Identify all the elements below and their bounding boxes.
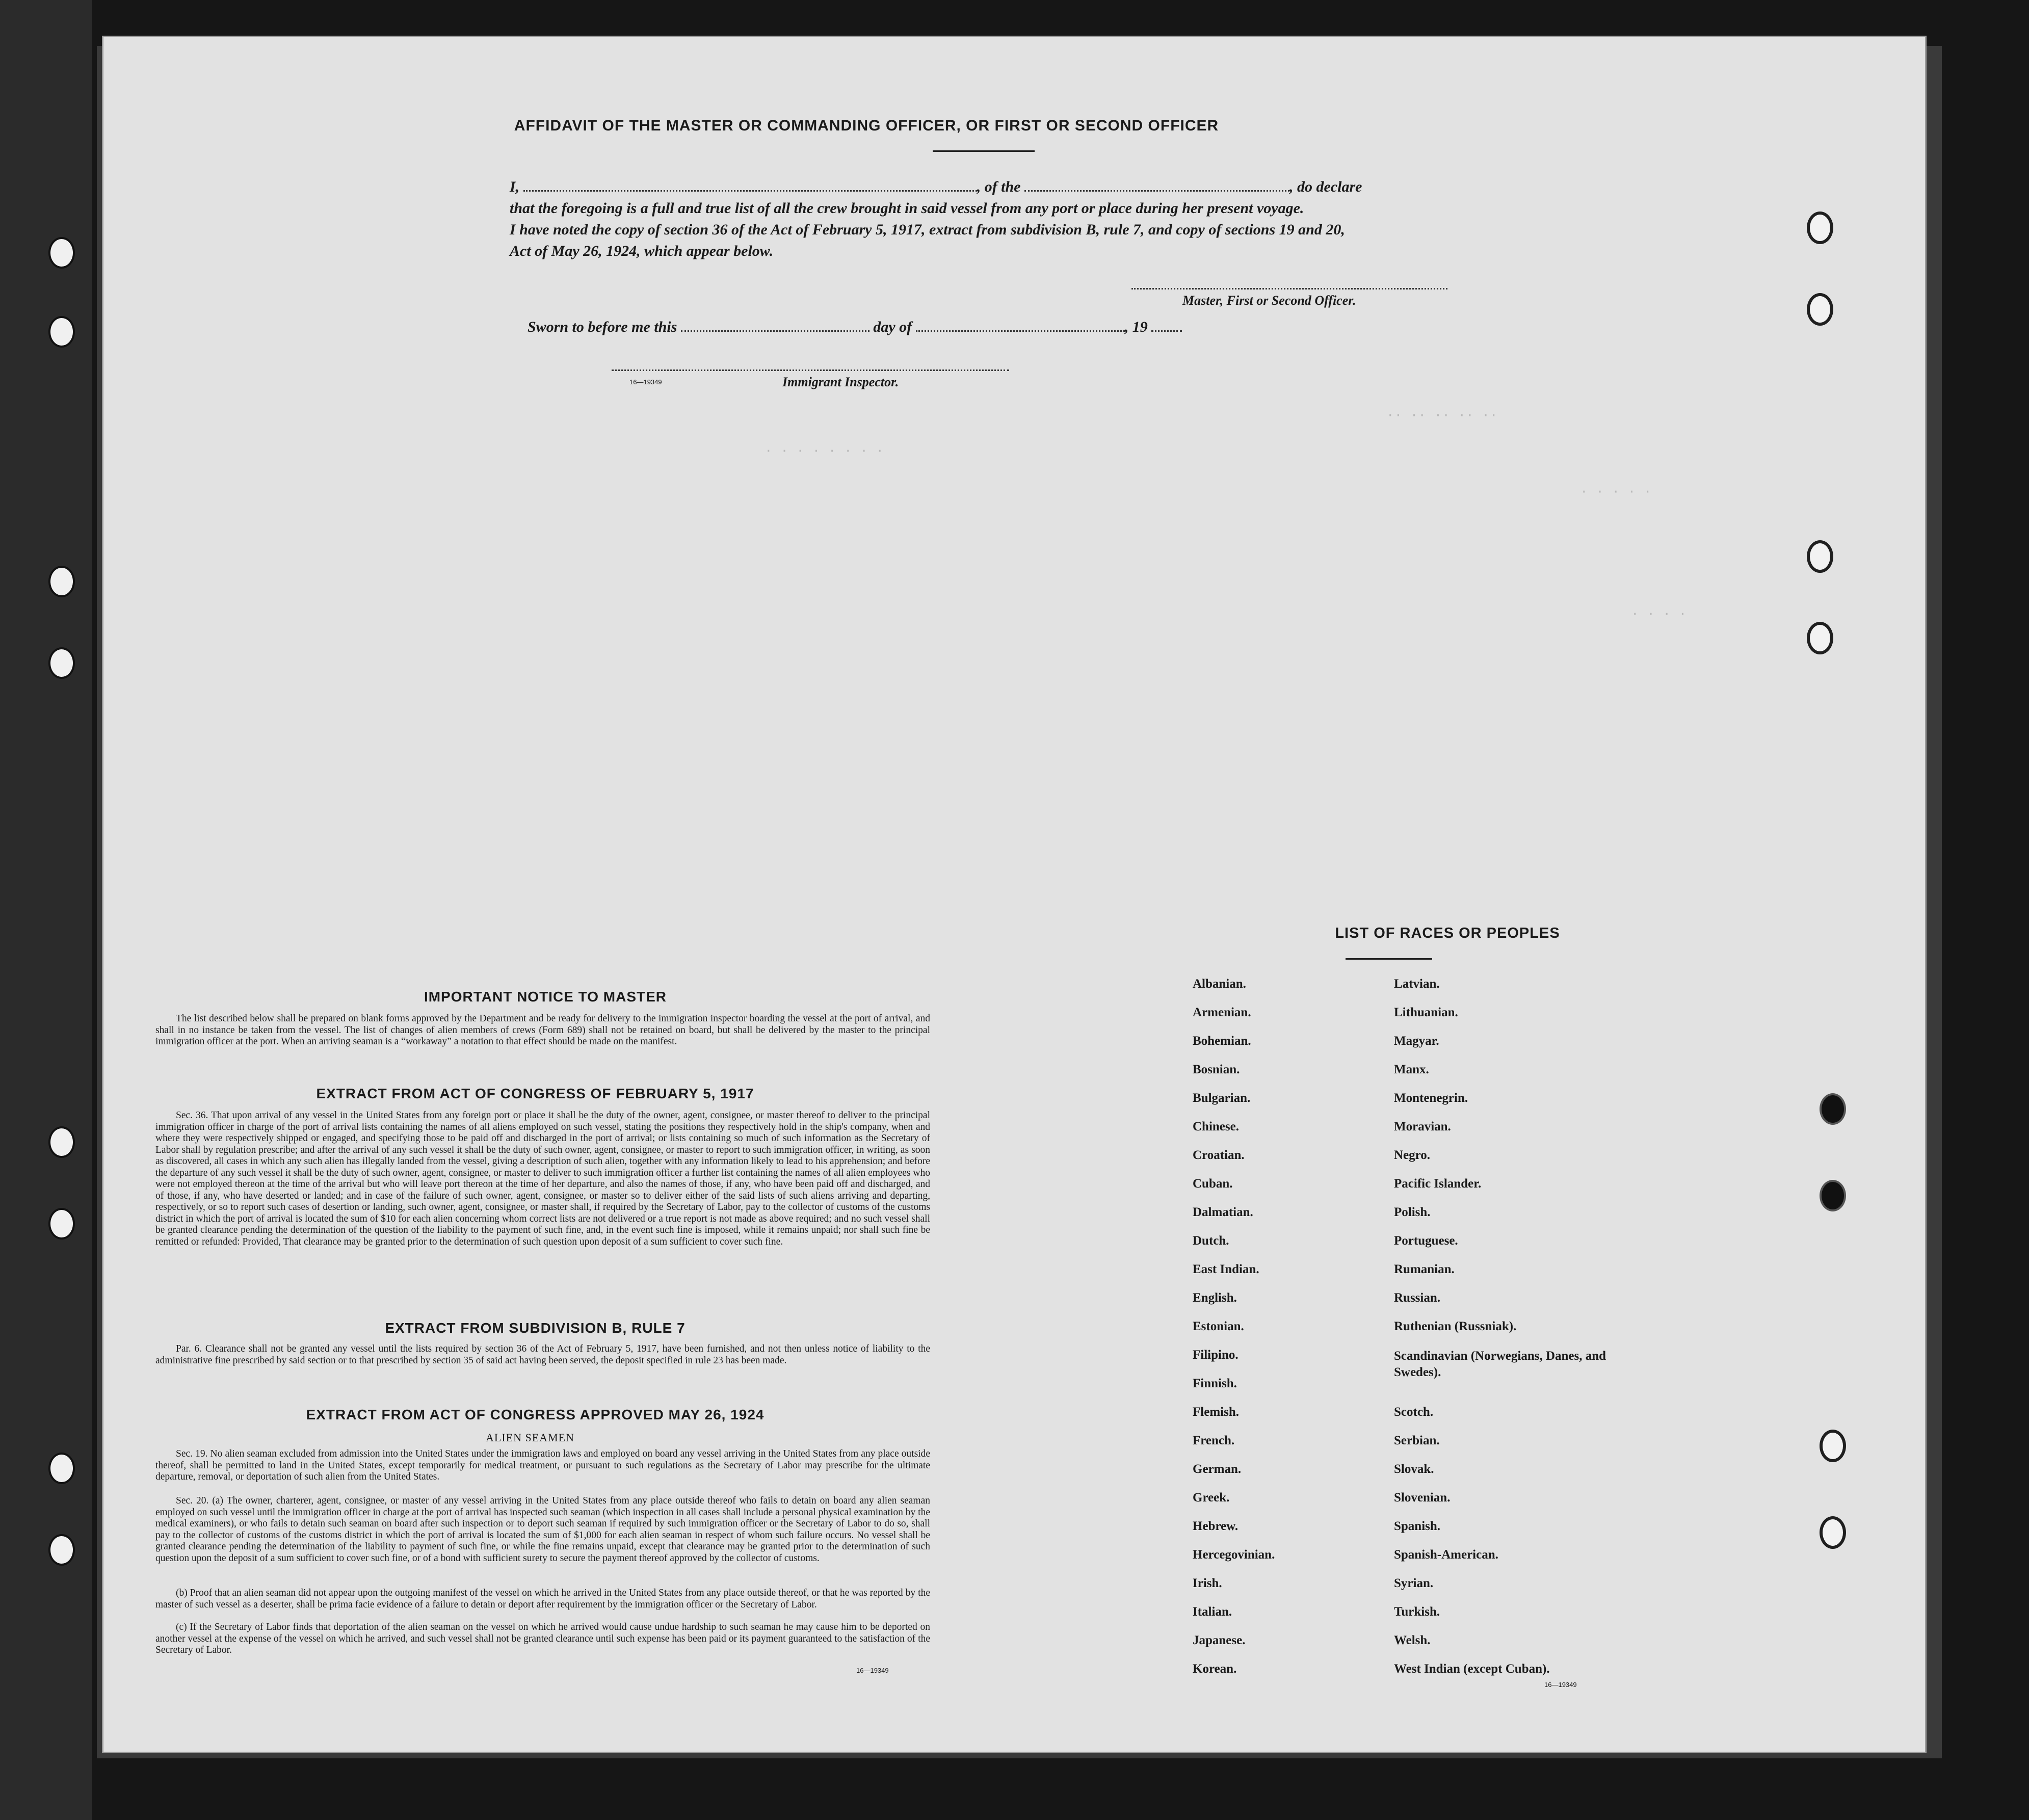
race-left: German. bbox=[1193, 1462, 1242, 1476]
punch-hole bbox=[1820, 1516, 1846, 1549]
race-right: Scandinavian (Norwegians, Danes, and Swedes). bbox=[1394, 1349, 1606, 1379]
binder-strip bbox=[0, 0, 92, 1820]
binder-hole bbox=[48, 1534, 75, 1566]
race-right: Welsh. bbox=[1394, 1633, 1431, 1647]
race-left: French. bbox=[1193, 1434, 1235, 1447]
extract-1917-title: EXTRACT FROM ACT OF CONGRESS OF FEBRUARY 5, 1917 bbox=[316, 1086, 754, 1101]
race-right: Ruthenian (Russniak). bbox=[1394, 1320, 1517, 1333]
sworn-day: day of bbox=[873, 319, 912, 335]
notice-title: IMPORTANT NOTICE TO MASTER bbox=[424, 989, 667, 1005]
race-left: Flemish. bbox=[1193, 1405, 1239, 1419]
race-right: Negro. bbox=[1394, 1148, 1431, 1162]
race-left: Bosnian. bbox=[1193, 1063, 1240, 1076]
alien-seamen-subtitle: ALIEN SEAMEN bbox=[486, 1431, 574, 1444]
punch-hole bbox=[1820, 1430, 1846, 1462]
race-right: Serbian. bbox=[1394, 1434, 1440, 1447]
race-left: Bulgarian. bbox=[1193, 1091, 1251, 1105]
race-right: Turkish. bbox=[1394, 1605, 1440, 1619]
binder-hole bbox=[48, 237, 75, 269]
race-left: Hebrew. bbox=[1193, 1519, 1239, 1533]
affidavit-line-2: that the foregoing is a full and true list of all the crew brought in said vessel from any port or place during her present voyage. bbox=[510, 200, 1304, 217]
race-right: Lithuanian. bbox=[1394, 1006, 1458, 1019]
punch-hole bbox=[1807, 622, 1833, 654]
race-right: Syrian. bbox=[1394, 1576, 1434, 1590]
affidavit-line-4: Act of May 26, 1924, which appear below. bbox=[510, 243, 774, 259]
race-right: Latvian. bbox=[1394, 977, 1440, 991]
race-right: Magyar. bbox=[1394, 1034, 1439, 1048]
sworn-line bbox=[528, 319, 1182, 336]
binder-hole bbox=[48, 566, 75, 597]
race-right: Scotch. bbox=[1394, 1405, 1434, 1419]
name-blank[interactable] bbox=[523, 186, 977, 192]
sworn-year-blank[interactable] bbox=[1151, 326, 1182, 332]
affidavit-of-the: , of the bbox=[977, 178, 1021, 195]
race-left: Estonian. bbox=[1193, 1320, 1244, 1333]
sworn-date-blank[interactable] bbox=[681, 326, 869, 332]
race-left: Greek. bbox=[1193, 1491, 1230, 1505]
race-right: Spanish-American. bbox=[1394, 1548, 1498, 1562]
inspector-label: Immigrant Inspector. bbox=[782, 375, 899, 389]
divider bbox=[933, 150, 1035, 152]
sworn-prefix: Sworn to before me this bbox=[528, 319, 677, 335]
race-left: Filipino. bbox=[1193, 1348, 1239, 1362]
binder-hole bbox=[48, 316, 75, 348]
punch-hole bbox=[1807, 540, 1833, 573]
extract-1924-title: EXTRACT FROM ACT OF CONGRESS APPROVED MAY 26, 1924 bbox=[306, 1407, 765, 1422]
race-left: Dutch. bbox=[1193, 1234, 1229, 1248]
race-left: English. bbox=[1193, 1291, 1237, 1305]
race-right: Russian. bbox=[1394, 1291, 1441, 1305]
race-right: Montenegrin. bbox=[1394, 1091, 1468, 1105]
race-left: Hercegovinian. bbox=[1193, 1548, 1275, 1562]
race-left: Finnish. bbox=[1193, 1377, 1237, 1390]
divider bbox=[1346, 958, 1432, 960]
race-left: Chinese. bbox=[1193, 1120, 1239, 1133]
binder-hole bbox=[48, 647, 75, 679]
race-right: Manx. bbox=[1394, 1063, 1429, 1076]
race-right: West Indian (except Cuban). bbox=[1394, 1662, 1550, 1676]
punch-hole bbox=[1807, 212, 1833, 244]
affidavit-i: I, bbox=[510, 178, 520, 195]
extract-rule7-body: Par. 6. Clearance shall not be granted any vessel until the lists required by section 36 of the Act of February 5, 1917, have been furnished, and not then unless notice of liability to the administrative fine prescribed by said section or to that prescribed by section 35 of said act having been served, the deposit specified in rule 23 has been made. bbox=[155, 1343, 930, 1366]
extract-form-number: 16—19349 bbox=[856, 1667, 889, 1674]
vessel-blank[interactable] bbox=[1024, 186, 1289, 192]
punch-hole bbox=[1820, 1093, 1846, 1125]
races-form-number: 16—19349 bbox=[1544, 1681, 1577, 1689]
race-left: Irish. bbox=[1193, 1576, 1222, 1590]
inspector-signature-line[interactable] bbox=[612, 370, 1009, 371]
inspector-form-number: 16—19349 bbox=[629, 378, 662, 386]
notice-body: The list described below shall be prepared on blank forms approved by the Department and be ready for delivery to the immigration inspector boarding the vessel at the port of arrival, and shall in no instance be taken from the vessel. The list of changes of alien members of crews (Form 689) shall not be retained on board, but shall be delivered by the master to the principal immigration officer at the port. When an arriving seaman is a “workaway” a notation to that effect should be made on the manifest. bbox=[155, 1013, 930, 1047]
race-right: Polish. bbox=[1394, 1205, 1431, 1219]
race-left: Dalmatian. bbox=[1193, 1205, 1253, 1219]
race-right: Spanish. bbox=[1394, 1519, 1441, 1533]
race-left: Bohemian. bbox=[1193, 1034, 1251, 1048]
manifest-page bbox=[102, 36, 1927, 1753]
race-left: Cuban. bbox=[1193, 1177, 1233, 1191]
extract-rule7-title: EXTRACT FROM SUBDIVISION B, RULE 7 bbox=[385, 1320, 686, 1336]
signature-line[interactable] bbox=[1131, 288, 1447, 289]
sec19-body: Sec. 19. No alien seaman excluded from admission into the United States under the immigration laws and employed on board any vessel arriving in the United States from any place outside thereof, shall be permitted to land in the United States, except temporarily for medical treatment, or pursuant to such regulations as the Secretary of Labor may prescribe for the ultimate departure, removal, or deportation of such alien from the United States. bbox=[155, 1448, 930, 1482]
sec20b-body: (b) Proof that an alien seaman did not appear upon the outgoing manifest of the vessel on which he arrived in the United States from any place outside thereof, or that he was reported by the master of such vessel as a deserter, shall be prima facie evidence of a failure to detain or deport after requirement by the immigration officer or the Secretary of Labor. bbox=[155, 1588, 930, 1610]
races-title: LIST OF RACES OR PEOPLES bbox=[1335, 925, 1560, 941]
race-left: Croatian. bbox=[1193, 1148, 1245, 1162]
binder-hole bbox=[48, 1453, 75, 1484]
race-left: Armenian. bbox=[1193, 1006, 1251, 1019]
race-right: Moravian. bbox=[1394, 1120, 1451, 1133]
race-right: Slovenian. bbox=[1394, 1491, 1451, 1505]
bleed-through-row: · · · · · bbox=[1580, 484, 1652, 499]
race-left: Korean. bbox=[1193, 1662, 1237, 1676]
bleed-through-row: · · · · · · · · bbox=[765, 443, 884, 459]
bleed-through-row: ·· ·· ·· ·· ·· bbox=[1386, 408, 1498, 423]
punch-hole bbox=[1807, 293, 1833, 326]
race-right: Portuguese. bbox=[1394, 1234, 1458, 1248]
punch-hole bbox=[1820, 1180, 1846, 1211]
race-left: East Indian. bbox=[1193, 1262, 1259, 1276]
sec20a-body: Sec. 20. (a) The owner, charterer, agent, consignee, or master of any vessel arriving in the United States from any place outside thereof who fails to detain on board any alien seaman employed on such vessel until the immigration officer in charge at the port of arrival has inspected such seaman (which inspection in all cases shall include a personal physical examination by the medical examiners), or who fails to detain such seaman on board after such inspection or to deport such seaman if required by such immigration officer or the Secretary of Labor to do so, shall pay to the collector of customs of the customs district in which the port of arrival is located the sum of $1,000 for each alien seaman in respect of whom such failure occurs. No vessel shall be granted clearance pending the determination of the liability to payment of such fine, or while the fine remains unpaid, except that clearance may be granted prior to the determination of such question upon the deposit of a sum sufficient to cover such fine, or of a bond with sufficient surety to secure the payment thereof approved by the collector of customs. bbox=[155, 1495, 930, 1564]
bleed-through-row: · · · · bbox=[1631, 606, 1687, 622]
affidavit-title: AFFIDAVIT OF THE MASTER OR COMMANDING OFFICER, OR FIRST OR SECOND OFFICER bbox=[514, 117, 1219, 134]
affidavit-line-3: I have noted the copy of section 36 of the Act of February 5, 1917, extract from subdivision B, rule 7, and copy of sections 19 and 20, bbox=[510, 221, 1345, 238]
affidavit-do-declare: , do declare bbox=[1289, 178, 1362, 195]
race-left: Italian. bbox=[1193, 1605, 1232, 1619]
race-right: Pacific Islander. bbox=[1394, 1177, 1482, 1191]
signature-label: Master, First or Second Officer. bbox=[1182, 293, 1356, 308]
binder-hole bbox=[48, 1126, 75, 1158]
binder-hole bbox=[48, 1208, 75, 1239]
sec20c-body: (c) If the Secretary of Labor finds that deportation of the alien seaman on the vessel on which he arrived would cause undue hardship to such seaman he may cause him to be deported on another vessel at the expense of the vessel on which he arrived, and such vessel shall not be granted clearance until such expense has been paid or its payment guaranteed to the satisfaction of the Secretary of Labor. bbox=[155, 1622, 930, 1655]
race-right: Slovak. bbox=[1394, 1462, 1434, 1476]
race-left: Albanian. bbox=[1193, 977, 1246, 991]
extract-1917-body: Sec. 36. That upon arrival of any vessel in the United States from any foreign port or place it shall be the duty of the owner, agent, consignee, or master thereof to deliver to the principal immigration officer in charge of the port of arrival lists containing the names of all aliens employed on such vessel, stating the positions they respectively hold in the ship's company, when and where they were respectively shipped or engaged, and specifying those to be paid off and discharged in the port of arrival; or lists containing so much of such information as the Secretary of Labor shall by regulation prescribe; and after the arrival of any such vessel it shall be the duty of such owner, agent, consignee, or master to report to such immigration officer, in writing, as soon as discovered, all cases in which any such alien has illegally landed from the vessel, giving a description of such alien, together with any information likely to lead to his apprehension; and before the departure of any such vessel it shall be the duty of such owner, agent, consignee, or master to deliver to such immigration officer a further list containing the names of all alien employees who were not employed thereon at the time of the arrival but who will leave port thereon at the time of her departure, and also the names of those, if any, who have been paid off and discharged, and of those, if any, who have deserted or landed; and in case of the failure of such owner, agent, consignee, or master so to deliver either of the said lists of such aliens arriving and departing, respectively, or so to report such cases of desertion or landing, such owner, agent, consignee, or master shall, if required by the Secretary of Labor, pay to the collector of customs of the customs district in which the port of arrival is located the sum of $10 for each alien concerning whom correct lists are not delivered or a true report is not made as above required; and no such vessel shall be granted clearance pending the determination of the question of the liability to the payment of such fine, and, in the event such fine is imposed, while it remains unpaid; nor shall such fine be remitted or refunded: Provided, That clearance may be granted prior to the determination of such question upon deposit of a sum sufficient to cover such fine. bbox=[155, 1110, 930, 1247]
affidavit-line-1 bbox=[510, 178, 1362, 196]
race-right: Rumanian. bbox=[1394, 1262, 1455, 1276]
sworn-year: , 19 bbox=[1124, 319, 1148, 335]
sworn-month-blank[interactable] bbox=[916, 326, 1125, 332]
race-left: Japanese. bbox=[1193, 1633, 1246, 1647]
